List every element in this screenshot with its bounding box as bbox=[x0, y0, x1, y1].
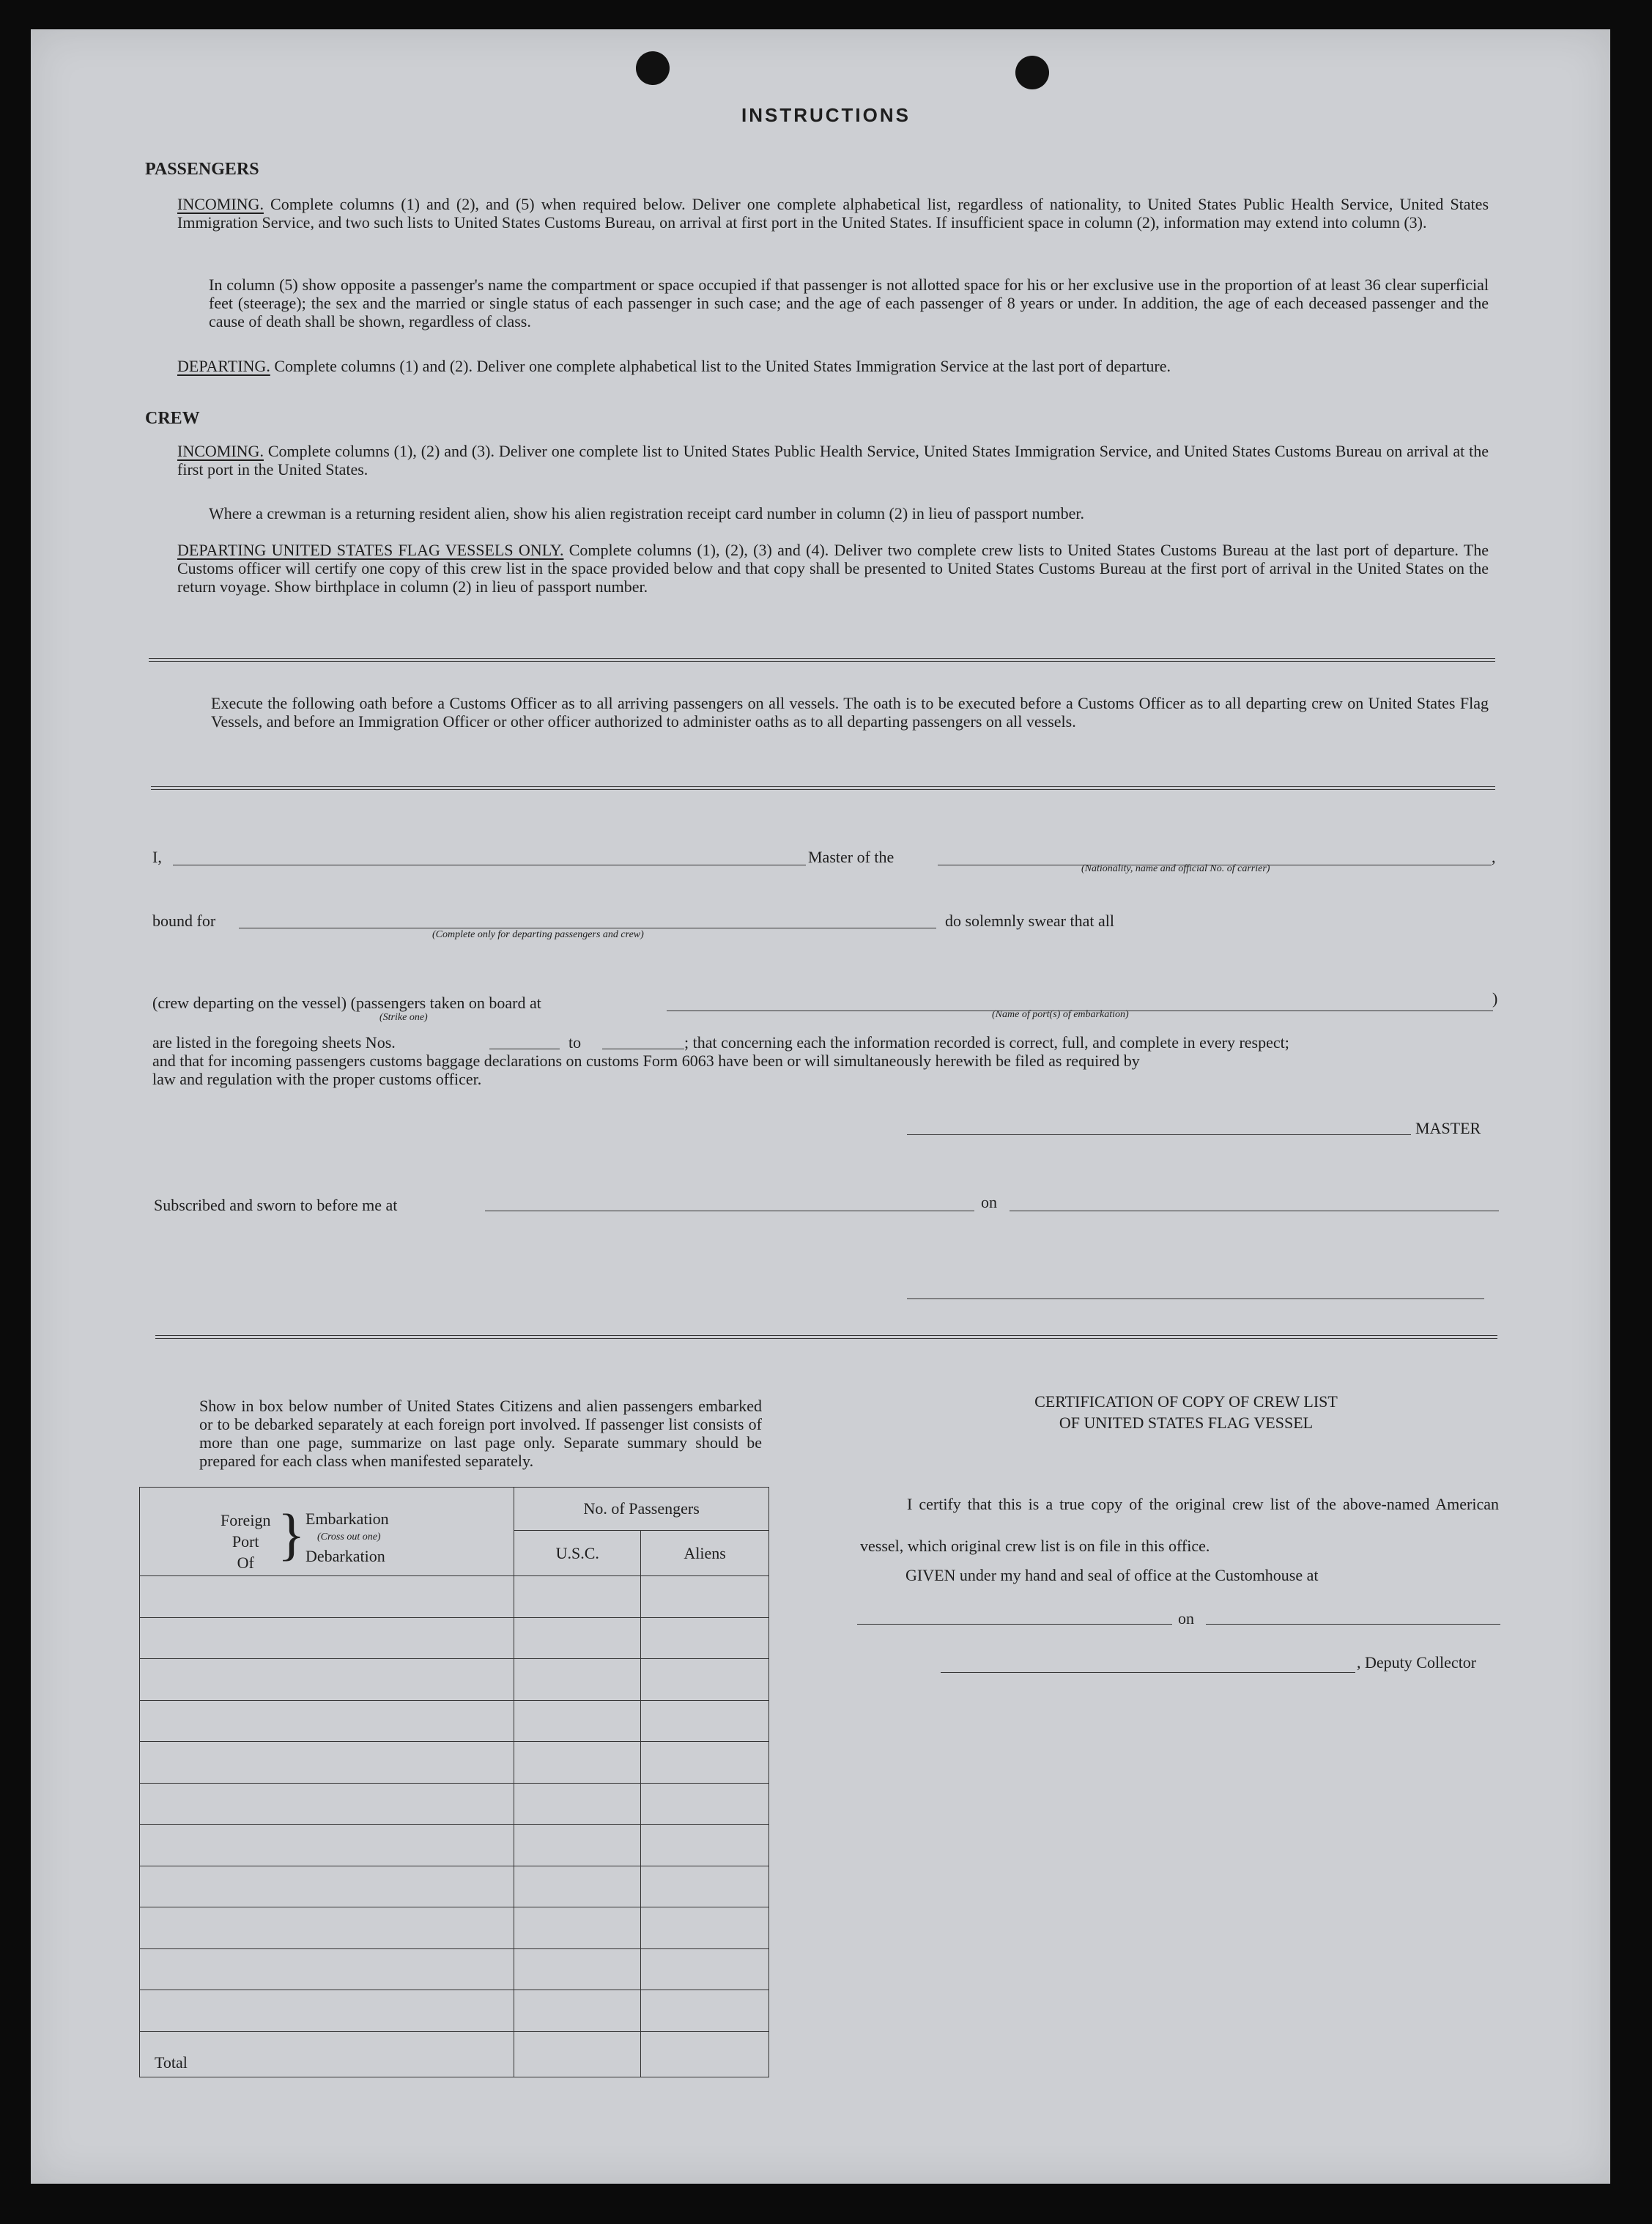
passengers-heading: PASSENGERS bbox=[145, 160, 259, 179]
passengers-departing-label: DEPARTING. bbox=[177, 357, 270, 375]
table-row-aliens[interactable] bbox=[641, 1990, 769, 2032]
table-row-usc[interactable] bbox=[514, 1990, 641, 2032]
crew-departing-label: DEPARTING UNITED STATES FLAG VESSELS ONLY. bbox=[177, 541, 564, 559]
of-label: Of bbox=[237, 1554, 254, 1572]
table-row-usc[interactable] bbox=[514, 1866, 641, 1907]
page-title: INSTRUCTIONS bbox=[741, 104, 911, 126]
strike-caption: (Strike one) bbox=[379, 1012, 428, 1023]
crew-departing-text: Complete columns (1), (2), (3) and (4). Deliver two complete crew lists to United States Customs Bureau at the last port of departure. The Customs officer will certify one copy of this crew list in the space provided below and that copy shall be presented to United States Customs Bureau at the first port of arrival in the United States on the return voyage. Show birthplace in column (2) in lieu of passport number. bbox=[177, 541, 1489, 596]
swear-text: do solemnly swear that all bbox=[945, 912, 1114, 930]
table-row-aliens[interactable] bbox=[641, 1948, 769, 1990]
crew-incoming bbox=[177, 442, 1489, 479]
master-of-the-label: Master of the bbox=[808, 848, 894, 866]
subscribed-label: Subscribed and sworn to before me at bbox=[154, 1196, 398, 1214]
bound-caption: (Complete only for departing passengers and crew) bbox=[432, 929, 644, 940]
passengers-departing-text: Complete columns (1) and (2). Deliver one complete alphabetical list to the United States Immigration Service at the last port of departure. bbox=[274, 357, 1171, 375]
table-row-port[interactable] bbox=[140, 1576, 514, 1618]
double-rule bbox=[149, 658, 1495, 662]
certification-date-field[interactable] bbox=[1206, 1624, 1500, 1625]
table-row-port[interactable] bbox=[140, 1659, 514, 1701]
table-row-usc[interactable] bbox=[514, 1617, 641, 1659]
crew-departing-text: (crew departing on the vessel) (passengers taken on board at bbox=[152, 994, 541, 1012]
oath-instruction: Execute the following oath before a Customs Officer as to all arriving passengers on all vessels. The oath is to be executed before a Customs Officer as to all departing crew on United States Flag Vessels, and before an Immigration Officer or other officer authorized to administer oaths as to all departing passengers on all vessels. bbox=[211, 694, 1489, 731]
usc-header: U.S.C. bbox=[514, 1531, 641, 1576]
passengers-departing bbox=[177, 357, 1489, 375]
summary-instruction: Show in box below number of United States Citizens and alien passengers embarked or to be debarked separately at each foreign port involved. If passenger list consists of more than one page, summarize on last page only. Separate summary should be prepared for each class when manifested separately. bbox=[199, 1397, 762, 1470]
certification-title-line2: OF UNITED STATES FLAG VESSEL bbox=[1059, 1414, 1314, 1432]
table-row-port[interactable] bbox=[140, 1990, 514, 2032]
crew-departing bbox=[177, 541, 1489, 596]
table-row-aliens[interactable] bbox=[641, 1742, 769, 1784]
given-text: GIVEN under my hand and seal of office at the Customhouse at bbox=[905, 1566, 1319, 1584]
ports-caption: (Name of port(s) of embarkation) bbox=[992, 1009, 1129, 1020]
table-row-usc[interactable] bbox=[514, 1659, 641, 1701]
passenger-summary-table bbox=[139, 1487, 769, 2077]
table-row-port[interactable] bbox=[140, 1866, 514, 1907]
debarkation-label: Debarkation bbox=[305, 1547, 385, 1565]
oath-rest-line2: and that for incoming passengers customs baggage declarations on customs Form 6063 have been or will simultaneously herewith be filed as required by bbox=[152, 1052, 1140, 1070]
crew-resident: Where a crewman is a returning resident alien, show his alien registration receipt card number in column (2) in lieu of passport number. bbox=[209, 504, 1084, 522]
table-row-port[interactable] bbox=[140, 1617, 514, 1659]
passengers-incoming-text: Complete columns (1) and (2), and (5) when required below. Deliver one complete alphabetical list, regardless of nationality, to United States Public Health Service, United States Immigration Service, and two such lists to United States Customs Bureau, on arrival at first port in the United States. If insufficient space in column (2), information may extend into column (3). bbox=[177, 195, 1489, 232]
sworn-on-label: on bbox=[981, 1193, 997, 1211]
table-row-usc[interactable] bbox=[514, 1948, 641, 1990]
total-usc[interactable] bbox=[514, 2031, 641, 2077]
close-paren: ) bbox=[1492, 989, 1498, 1008]
to-label: to bbox=[568, 1033, 582, 1052]
table-row-port[interactable] bbox=[140, 1825, 514, 1866]
table-row-port[interactable] bbox=[140, 1907, 514, 1949]
table-row-port[interactable] bbox=[140, 1700, 514, 1742]
aliens-header: Aliens bbox=[641, 1531, 769, 1576]
carrier-caption: (Nationality, name and official No. of carrier) bbox=[1081, 863, 1270, 874]
passengers-incoming bbox=[177, 195, 1489, 232]
port-label: Port bbox=[231, 1532, 259, 1551]
certification-title-line1: CERTIFICATION OF COPY OF CREW LIST bbox=[1034, 1392, 1338, 1411]
certify-text: I certify that this is a true copy of the original crew list of the above-named American vessel, which original crew list is on file in this office. bbox=[860, 1495, 1499, 1555]
master-label: MASTER bbox=[1415, 1119, 1481, 1137]
table-row-usc[interactable] bbox=[514, 1700, 641, 1742]
table-row-aliens[interactable] bbox=[641, 1907, 769, 1949]
table-row-usc[interactable] bbox=[514, 1783, 641, 1825]
table-row-usc[interactable] bbox=[514, 1576, 641, 1618]
deputy-collector-signature-field[interactable] bbox=[941, 1672, 1355, 1673]
table-row-aliens[interactable] bbox=[641, 1576, 769, 1618]
table-row-aliens[interactable] bbox=[641, 1866, 769, 1907]
cross-out-caption: (Cross out one) bbox=[317, 1532, 381, 1543]
table-row-port[interactable] bbox=[140, 1948, 514, 1990]
table-row-aliens[interactable] bbox=[641, 1617, 769, 1659]
no-passengers-header: No. of Passengers bbox=[514, 1488, 769, 1531]
total-aliens[interactable] bbox=[641, 2031, 769, 2077]
double-rule bbox=[155, 1335, 1497, 1339]
oath-rest-line1: ; that concerning each the information recorded is correct, full, and complete in every respect; bbox=[684, 1033, 1289, 1052]
table-row-aliens[interactable] bbox=[641, 1659, 769, 1701]
crew-heading: CREW bbox=[145, 409, 200, 428]
table-row-port[interactable] bbox=[140, 1742, 514, 1784]
passengers-incoming-label: INCOMING. bbox=[177, 195, 264, 213]
table-row-aliens[interactable] bbox=[641, 1825, 769, 1866]
bound-for-label: bound for bbox=[152, 912, 216, 930]
certification-on-label: on bbox=[1178, 1609, 1194, 1628]
total-label: Total bbox=[140, 2031, 514, 2077]
comma: , bbox=[1492, 848, 1496, 866]
oath-rest-line3: law and regulation with the proper customs officer. bbox=[152, 1070, 482, 1088]
punch-hole bbox=[1015, 56, 1049, 89]
brace: } bbox=[278, 1502, 305, 1566]
foreign-label: Foreign bbox=[221, 1511, 271, 1529]
passengers-column5: In column (5) show opposite a passenger's name the compartment or space occupied if that passenger is not allotted space for his or her exclusive use in the proportion of at least 36 clear superficial feet (steerage); the sex and the married or single status of each passenger in such case; and the age of each passenger of 8 years or under. In addition, the age of each deceased passenger and the cause of death shall be shown, regardless of class. bbox=[209, 276, 1489, 330]
table-row-usc[interactable] bbox=[514, 1742, 641, 1784]
double-rule bbox=[151, 786, 1495, 790]
customhouse-field[interactable] bbox=[857, 1624, 1172, 1625]
crew-incoming-label: INCOMING. bbox=[177, 442, 264, 460]
master-signature-field[interactable] bbox=[907, 1134, 1411, 1135]
table-row-usc[interactable] bbox=[514, 1907, 641, 1949]
port-header bbox=[140, 1488, 514, 1576]
listed-in-label: are listed in the foregoing sheets Nos. bbox=[152, 1033, 396, 1052]
table-row-aliens[interactable] bbox=[641, 1783, 769, 1825]
table-row-port[interactable] bbox=[140, 1783, 514, 1825]
officer-signature-field[interactable] bbox=[907, 1298, 1484, 1299]
embarkation-label: Embarkation bbox=[305, 1510, 389, 1528]
crew-incoming-text: Complete columns (1), (2) and (3). Deliver one complete list to United States Public Health Service, United States Immigration Service, and United States Customs Bureau on arrival at the first port in the United States. bbox=[177, 442, 1489, 479]
punch-hole bbox=[636, 51, 670, 85]
table-row-usc[interactable] bbox=[514, 1825, 641, 1866]
table-row-aliens[interactable] bbox=[641, 1700, 769, 1742]
deputy-collector-label: , Deputy Collector bbox=[1357, 1653, 1477, 1671]
oath-i: I, bbox=[152, 848, 162, 866]
